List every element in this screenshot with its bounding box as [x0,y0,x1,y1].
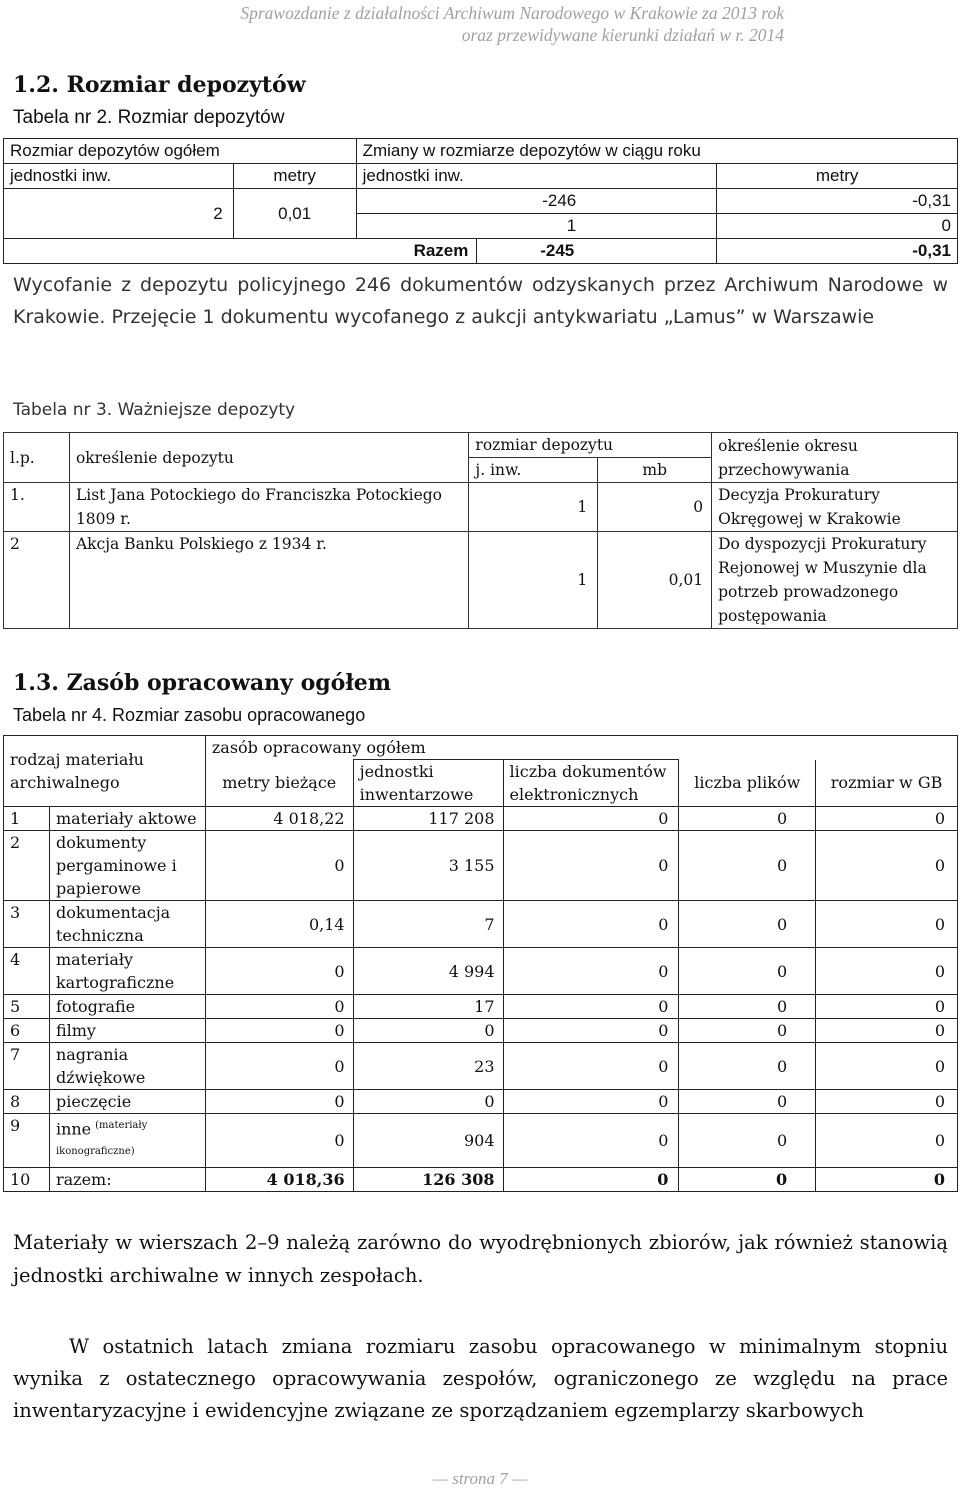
t4-cell-number: 2 [4,831,50,901]
t4-cell-meters: 0 [205,1019,353,1043]
t4-cell-name: fotografie [49,995,205,1019]
running-header-line2: oraz przewidywane kierunki działań w r. 2014 [461,25,784,45]
t4-cell-meters: 4 018,36 [205,1167,353,1191]
table-row [4,1019,958,1043]
t4-cell-files: 0 [679,1114,816,1168]
section-title-1-2: 1.2. Rozmiar depozytów [13,72,306,98]
table3-caption: Tabela nr 3. Ważniejsze depozyty [13,400,296,420]
t4-head-group-spacer [503,736,957,760]
section-title-1-3: 1.3. Zasób opracowany ogółem [13,670,392,696]
t4-cell-gb: 0 [816,1090,958,1114]
running-header-line1: Sprawozdanie z działalności Archiwum Narodowego w Krakowie za 2013 rok [240,3,784,23]
t4-cell-gb: 0 [816,1167,958,1191]
t3-row1-desc: List Jana Potockiego do Franciszka Potockiego 1809 r. [69,483,468,532]
t2-sub-units-2: jednostki inw. [356,164,717,189]
t4-cell-number: 6 [4,1019,50,1043]
t4-cell-gb: 0 [816,995,958,1019]
t3-row2-period: Do dyspozycji Prokuratury Rejonowej w Muszynie dla potrzeb prowadzonego postępowania [712,532,958,629]
table2-caption: Tabela nr 2. Rozmiar depozytów [13,107,285,128]
t4-cell-name: materiały kartograficzne [49,948,205,995]
t4-head-group: zasób opracowany ogółem [205,736,503,760]
t4-cell-meters: 0 [205,1090,353,1114]
t4-cell-name-note: (materiały ikonograficzne) [55,1120,148,1158]
t4-cell-meters: 0 [205,995,353,1019]
table-row [4,995,958,1019]
t2-head-left: Rozmiar depozytów ogółem [4,139,357,164]
t3-head-units: j. inw. [469,458,598,483]
t2-change1-meters: -0,31 [717,189,958,214]
t2-sum-label: Razem [4,239,477,264]
deposit-note-b: Przejęcie 1 dokumentu wycofanego z aukcji antykwariatu „Lamus” w Warszawie [111,306,875,328]
t4-cell-docs: 0 [503,831,679,901]
table-row [4,1043,958,1090]
t3-row1-mb: 0 [598,483,712,532]
t4-head-meters: metry bieżące [205,760,353,807]
note-rows-2-9: Materiały w wierszach 2–9 należą zarówno do wyodrębnionych zbiorów, jak również stanowią jednostki archiwalne w innych zespołach. [13,1231,948,1287]
t4-cell-gb: 0 [816,807,958,831]
t4-cell-meters: 0 [205,1114,353,1168]
deposits-size-table [3,138,958,264]
t3-row2-desc: Akcja Banku Polskiego z 1934 r. [69,532,468,629]
t2-sub-meters: metry [233,164,356,189]
t4-cell-number: 3 [4,901,50,948]
t4-cell-units: 23 [353,1043,503,1090]
t4-cell-gb: 0 [816,901,958,948]
page-footer: — strona 7 — [432,1469,528,1488]
t4-cell-docs: 0 [503,1090,679,1114]
t4-head-files: liczba plików [679,760,816,807]
t4-cell-docs: 0 [503,901,679,948]
t4-cell-docs: 0 [503,1114,679,1168]
table-row [4,831,958,901]
t3-head-lp: l.p. [4,433,70,483]
t3-head-desc: określenie depozytu [69,433,468,483]
table-row [4,1090,958,1114]
t4-cell-units: 4 994 [353,948,503,995]
t2-total-meters: 0,01 [233,189,356,239]
t4-cell-gb: 0 [816,1043,958,1090]
t4-cell-number: 4 [4,948,50,995]
t4-cell-units: 17 [353,995,503,1019]
t2-total-units: 2 [4,189,234,239]
t4-cell-name: materiały aktowe [49,807,205,831]
t4-cell-meters: 0,14 [205,901,353,948]
t3-head-size: rozmiar depozytu [469,433,712,458]
t4-cell-docs: 0 [503,1019,679,1043]
t4-cell-name: razem: [49,1167,205,1191]
t3-row2-lp: 2 [4,532,70,629]
t4-cell-name-text: inne [55,1119,92,1139]
t4-cell-files: 0 [679,995,816,1019]
t4-cell-docs: 0 [503,948,679,995]
processed-holdings-table [3,735,958,1192]
deposit-note [13,269,948,333]
t4-cell-name: filmy [49,1019,205,1043]
t3-head-period: określenie okresu przechowywania [712,433,958,483]
t4-cell-units: 7 [353,901,503,948]
deposit-note-a: Wycofanie z depozytu policyjnego 246 dokumentów odzyskanych przez Archiwum Narodowe w Krakowie. [13,274,948,328]
t3-row2-units: 1 [469,532,598,629]
note-recent-years: W ostatnich latach zmiana rozmiaru zasobu opracowanego w minimalnym stopniu wynika z ostatecznego opracowywania zespołów, ograniczonego ze względu na prace inwentaryzacyjne i ewidencyjne związane ze sporządzaniem egzemplarzy skarbowych [13,1335,948,1422]
t4-cell-units: 3 155 [353,831,503,901]
t4-cell-files: 0 [679,807,816,831]
t2-change1-units: -246 [356,189,717,214]
t4-head-gb: rozmiar w GB [816,760,958,807]
t4-cell-number: 1 [4,807,50,831]
t4-cell-meters: 0 [205,1043,353,1090]
t4-cell-gb: 0 [816,1019,958,1043]
t2-sum-units: -245 [477,239,717,264]
t3-row1-units: 1 [469,483,598,532]
t4-cell-files: 0 [679,1090,816,1114]
t4-cell-number: 9 [4,1114,50,1168]
t4-cell-units: 0 [353,1090,503,1114]
t3-row1-period: Decyzja Prokuratury Okręgowej w Krakowie [712,483,958,532]
t4-cell-files: 0 [679,901,816,948]
t4-body [4,807,958,1192]
t4-head-docs: liczba dokumentów elektronicznych [503,760,679,807]
table4-caption: Tabela nr 4. Rozmiar zasobu opracowanego [13,705,366,725]
t4-cell-files: 0 [679,1167,816,1191]
t4-cell-units: 117 208 [353,807,503,831]
t3-row1-lp: 1. [4,483,70,532]
t4-cell-name: dokumenty pergaminowe i papierowe [49,831,205,901]
table-row [4,1114,958,1168]
table-row [4,807,958,831]
t4-cell-name [49,1114,205,1168]
table-row [4,901,958,948]
t2-sum-meters: -0,31 [717,239,958,264]
t4-cell-units: 126 308 [353,1167,503,1191]
t2-head-right: Zmiany w rozmiarze depozytów w ciągu roku [356,139,957,164]
t2-change2-units: 1 [356,214,717,239]
t4-cell-name: pieczęcie [49,1090,205,1114]
table-row [4,948,958,995]
t4-cell-files: 0 [679,1019,816,1043]
t4-cell-number: 7 [4,1043,50,1090]
t4-cell-units: 0 [353,1019,503,1043]
t2-sub-meters-2: metry [717,164,958,189]
t4-cell-files: 0 [679,948,816,995]
t4-cell-gb: 0 [816,831,958,901]
t4-cell-docs: 0 [503,1043,679,1090]
t3-head-mb: mb [598,458,712,483]
t4-cell-number: 10 [4,1167,50,1191]
t4-cell-files: 0 [679,831,816,901]
t2-sub-units: jednostki inw. [4,164,234,189]
t4-cell-name: nagrania dźwiękowe [49,1043,205,1090]
table-row [4,1167,958,1191]
t4-cell-gb: 0 [816,1114,958,1168]
t4-cell-docs: 0 [503,807,679,831]
t4-cell-meters: 4 018,22 [205,807,353,831]
t4-cell-number: 5 [4,995,50,1019]
t4-cell-units: 904 [353,1114,503,1168]
t4-cell-docs: 0 [503,995,679,1019]
t2-change2-meters: 0 [717,214,958,239]
t4-cell-gb: 0 [816,948,958,995]
t4-cell-meters: 0 [205,831,353,901]
t4-head-type: rodzaj materiału archiwalnego [4,736,206,807]
important-deposits-table [3,432,958,629]
t4-cell-docs: 0 [503,1167,679,1191]
t4-cell-number: 8 [4,1090,50,1114]
t3-row2-mb: 0,01 [598,532,712,629]
t4-cell-meters: 0 [205,948,353,995]
t4-cell-files: 0 [679,1043,816,1090]
t4-cell-name: dokumentacja techniczna [49,901,205,948]
t4-head-units: jednostki inwentarzowe [353,760,503,807]
